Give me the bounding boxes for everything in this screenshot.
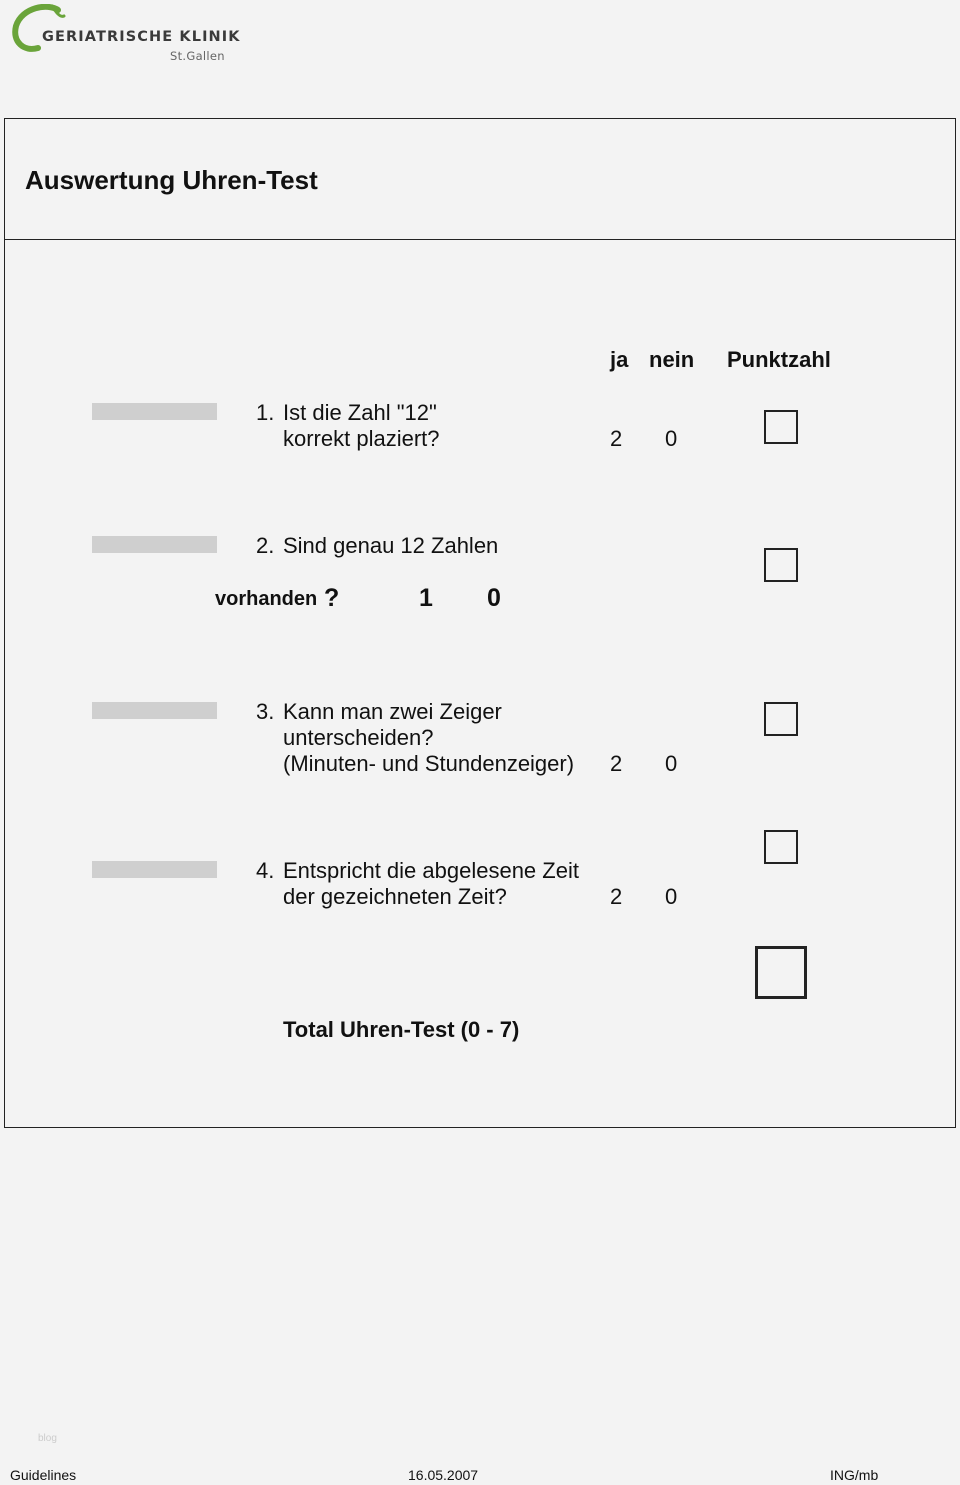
question-3-number: 3. — [256, 699, 275, 724]
question-2-score-box[interactable] — [764, 548, 798, 582]
title-band — [5, 119, 955, 240]
question-4-yes-points: 2 — [610, 884, 623, 909]
question-3-marker — [92, 702, 217, 719]
total-score-box[interactable] — [755, 946, 807, 999]
question-1-no-points: 0 — [665, 426, 678, 451]
clinic-logo — [12, 4, 241, 64]
header-yes: ja — [610, 347, 629, 372]
question-4-number: 4. — [256, 858, 275, 883]
header-score: Punktzahl — [727, 347, 831, 372]
form-frame — [4, 118, 956, 1128]
question-4-score-box[interactable] — [764, 830, 798, 864]
question-3-line1: Kann man zwei Zeiger — [283, 699, 502, 724]
footer-date: 16.05.2007 — [408, 1467, 479, 1483]
question-2-no-points: 0 — [487, 584, 501, 612]
total-label: Total Uhren-Test (0 - 7) — [283, 1017, 520, 1042]
question-2-line2: vorhanden — [215, 588, 318, 610]
question-3-yes-points: 2 — [610, 751, 623, 776]
question-4-line2: der gezeichneten Zeit? — [283, 884, 507, 909]
question-2-line1: Sind genau 12 Zahlen — [283, 533, 499, 558]
question-1-score-box[interactable] — [764, 410, 798, 444]
question-2-number: 2. — [256, 533, 275, 558]
footer-right: ING/mb — [830, 1467, 879, 1483]
question-1-line2: korrekt plaziert? — [283, 426, 440, 451]
question-1-line1: Ist die Zahl "12" — [283, 400, 437, 425]
question-1-marker — [92, 403, 217, 420]
logo-name: GERIATRISCHE KLINIK — [42, 29, 241, 45]
footer-left: Guidelines — [10, 1467, 77, 1483]
watermark: blog — [38, 1433, 57, 1444]
question-3-line3: (Minuten- und Stundenzeiger) — [283, 751, 575, 776]
question-3-score-box[interactable] — [764, 702, 798, 736]
question-1-number: 1. — [256, 400, 275, 425]
question-3-no-points: 0 — [665, 751, 678, 776]
question-2-marker — [92, 536, 217, 553]
logo-city: St.Gallen — [170, 49, 225, 63]
header-no: nein — [649, 347, 695, 372]
question-1-yes-points: 2 — [610, 426, 623, 451]
question-2-yes-points: 1 — [419, 584, 433, 612]
question-4-marker — [92, 861, 217, 878]
question-4-no-points: 0 — [665, 884, 678, 909]
question-3-line2: unterscheiden? — [283, 725, 434, 750]
question-2-question-mark: ? — [324, 584, 340, 612]
page-title: Auswertung Uhren-Test — [25, 165, 318, 195]
question-4-line1: Entspricht die abgelesene Zeit — [283, 858, 579, 883]
